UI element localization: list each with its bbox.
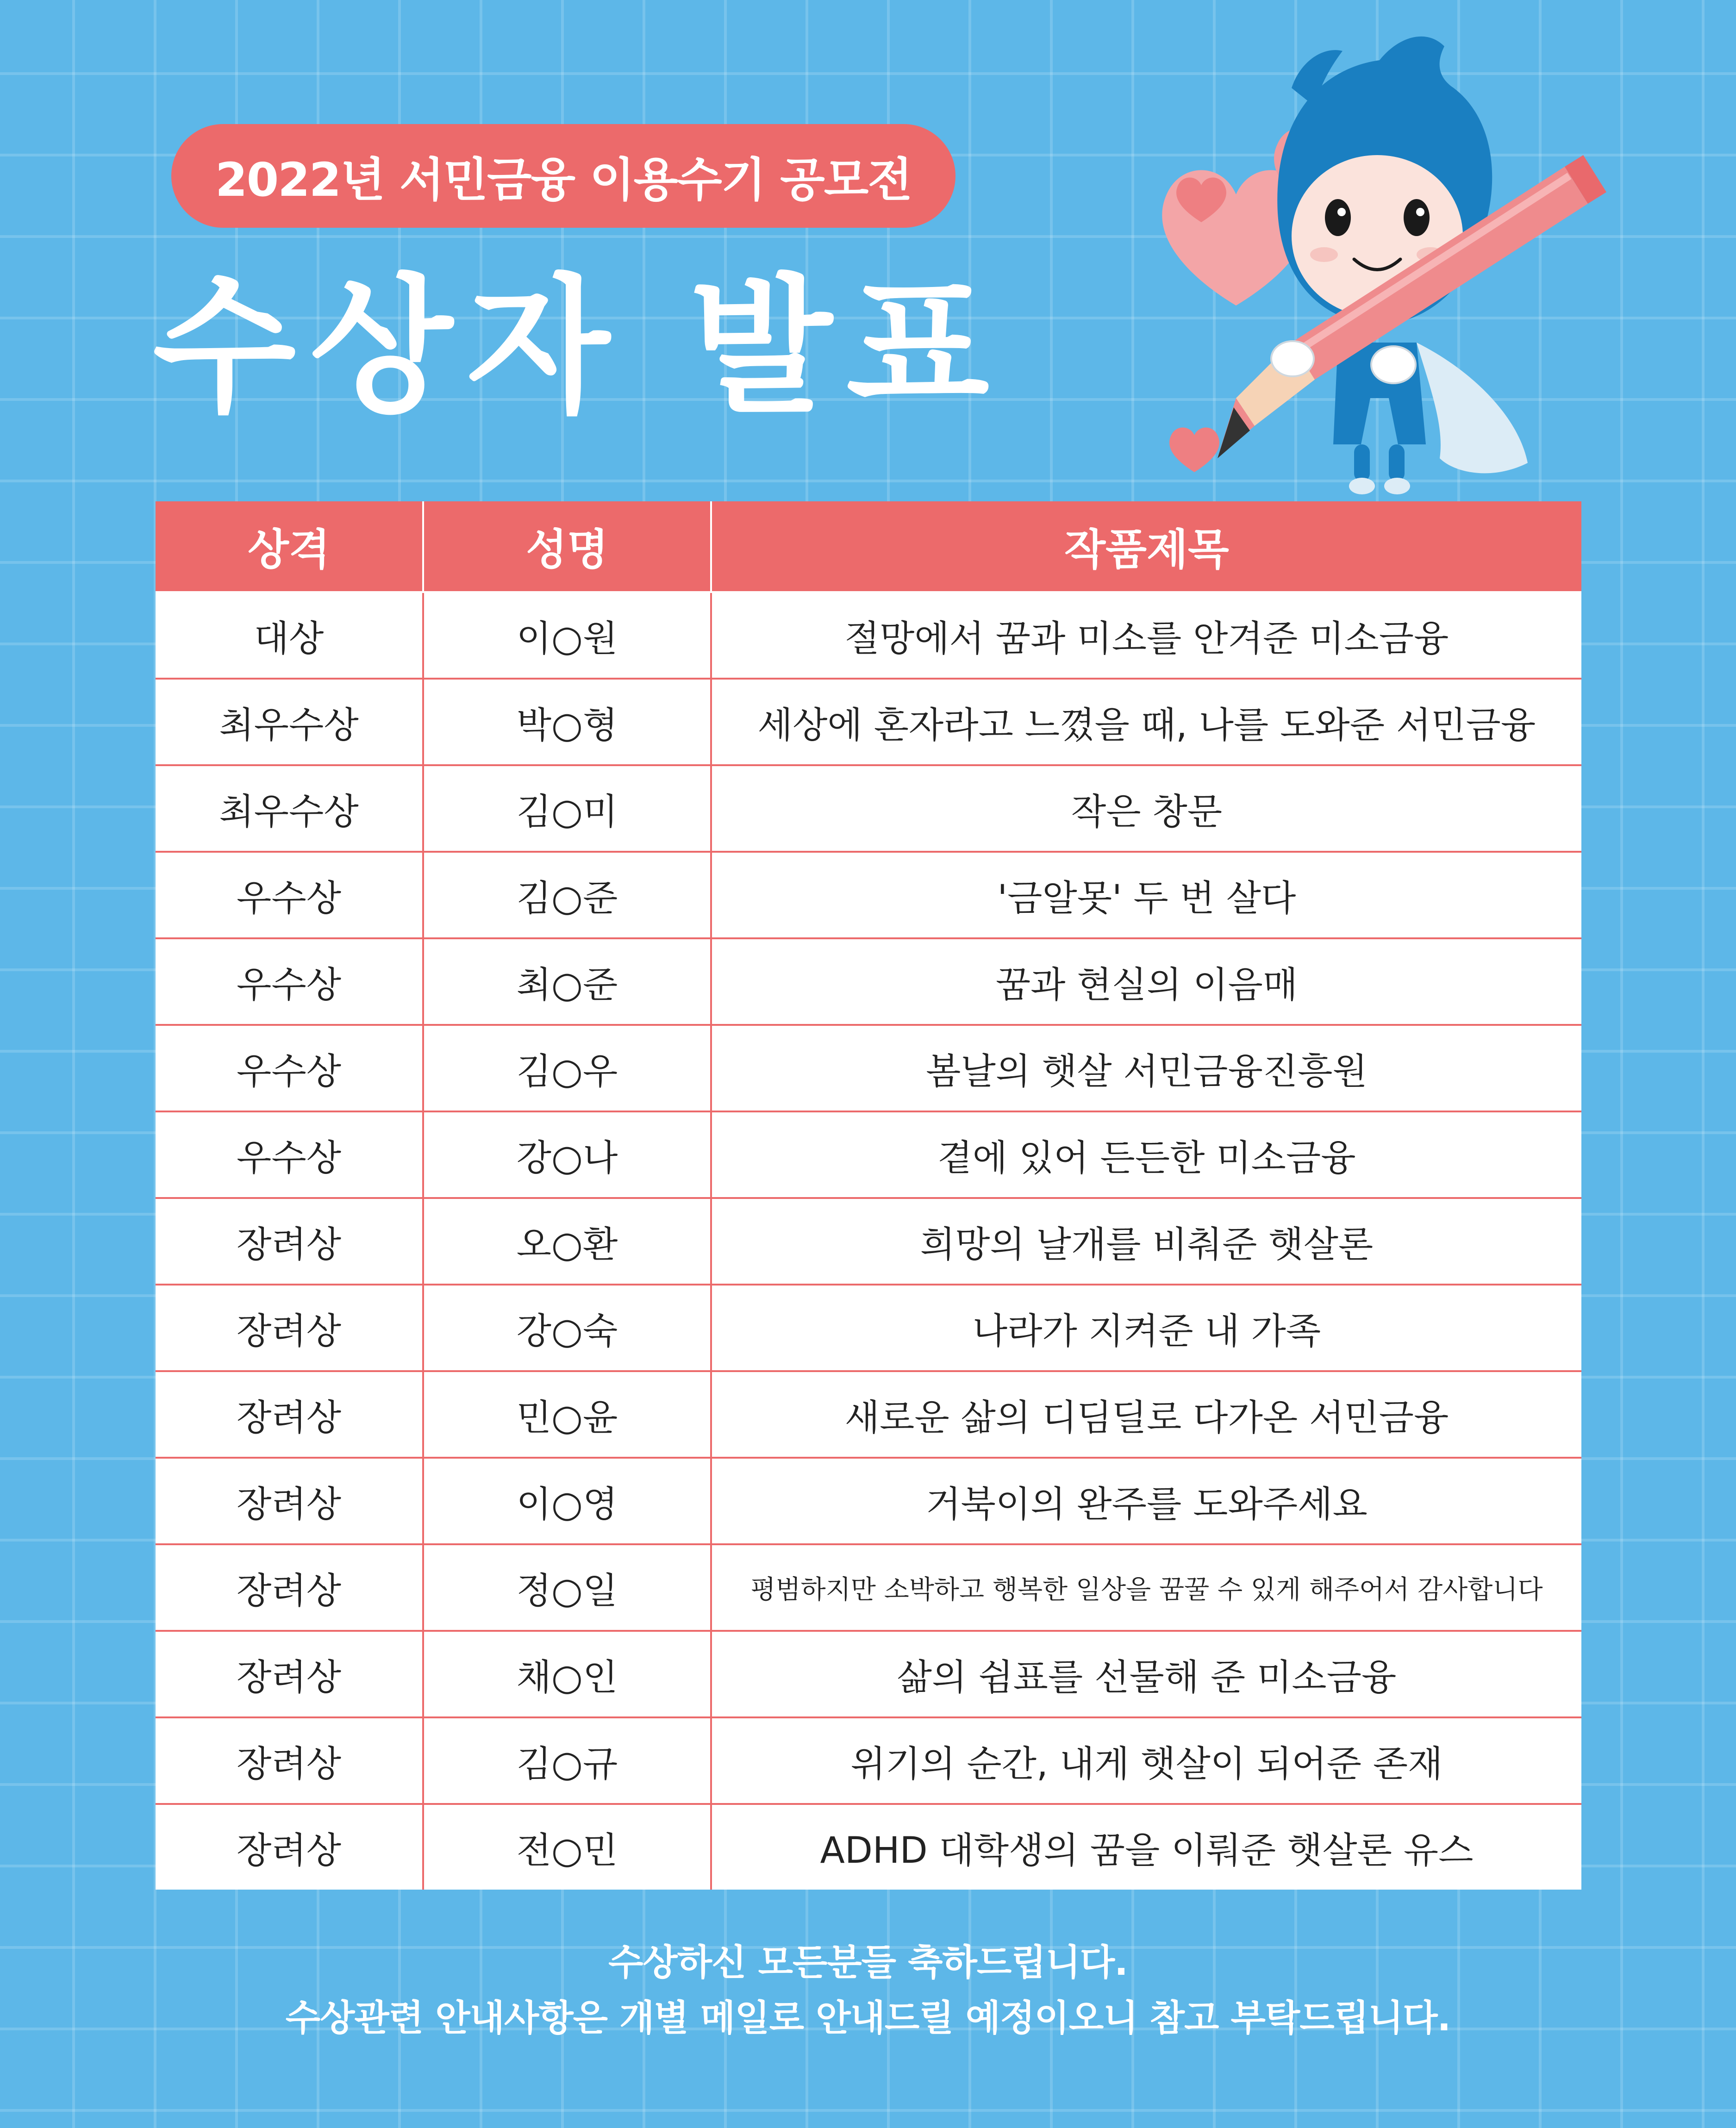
- award-cell: 장려상: [156, 1372, 424, 1457]
- table-row: [156, 1372, 1581, 1459]
- name-cell: 김○규: [424, 1718, 712, 1803]
- table-row: [156, 1286, 1581, 1372]
- footer-message: [0, 1935, 1736, 2046]
- title-cell: 나라가 지켜준 내 가족: [972, 1310, 1321, 1352]
- award-cell: 최우수상: [156, 766, 424, 851]
- title-cell: 삶의 쉼표를 선물해 준 미소금융: [897, 1656, 1397, 1698]
- table-row: [156, 766, 1581, 853]
- award-cell: 장려상: [156, 1718, 424, 1803]
- title-cell: 곁에 있어 든든한 미소금융: [937, 1137, 1356, 1179]
- award-cell: 우수상: [156, 1026, 424, 1111]
- award-cell: 우수상: [156, 853, 424, 937]
- table-row: [156, 1805, 1581, 1890]
- page-title: 수상자 발표: [153, 261, 1004, 433]
- name-cell: 강○나: [424, 1112, 712, 1197]
- name-cell: 정○일: [424, 1545, 712, 1630]
- name-cell: 전○민: [424, 1805, 712, 1890]
- table-row: [156, 1199, 1581, 1286]
- award-cell: 장려상: [156, 1545, 424, 1630]
- title-cell: 꿈과 현실의 이음매: [995, 964, 1298, 1006]
- award-cell: 대상: [156, 593, 424, 678]
- table-row: [156, 1718, 1581, 1805]
- name-cell: 김○미: [424, 766, 712, 851]
- name-cell: 채○인: [424, 1632, 712, 1716]
- name-cell: 김○우: [424, 1026, 712, 1111]
- table-row: [156, 680, 1581, 766]
- column-header-title: 작품제목: [1064, 525, 1229, 574]
- title-cell: 평범하지만 소박하고 행복한 일상을 꿈꿀 수 있게 해주어서 감사합니다: [750, 1574, 1543, 1605]
- event-title-badge: [171, 124, 955, 228]
- mascot-illustration: [1120, 19, 1648, 500]
- footer-congrats: 수상하신 모든분들 축하드립니다.: [608, 1942, 1128, 1984]
- award-cell: 장려상: [156, 1459, 424, 1543]
- column-header-name: 성명: [424, 501, 712, 591]
- name-cell: 이○원: [424, 593, 712, 678]
- table-header-row: [156, 501, 1581, 593]
- table-row: [156, 1632, 1581, 1718]
- award-cell: 우수상: [156, 939, 424, 1024]
- title-cell: 새로운 삶의 디딤딜로 다가온 서민금융: [844, 1397, 1449, 1439]
- award-cell: 최우수상: [156, 680, 424, 764]
- title-cell: 작은 창문: [1071, 791, 1223, 833]
- event-title: 2022년 서민금융 이용수기 공모전: [215, 153, 912, 207]
- column-header-award: 상격: [156, 501, 424, 591]
- title-cell: ADHD 대학생의 꿈을 이뤄준 햇살론 유스: [820, 1829, 1474, 1872]
- title-cell: '금알못' 두 번 살다: [997, 877, 1296, 919]
- title-cell: 거북이의 완주를 도와주세요: [926, 1483, 1368, 1525]
- table-row: [156, 853, 1581, 939]
- name-cell: 박○형: [424, 680, 712, 764]
- table-row: [156, 1112, 1581, 1199]
- table-row: [156, 1459, 1581, 1545]
- title-cell: 봄날의 햇살 서민금융진흥원: [926, 1050, 1368, 1092]
- table-row: [156, 593, 1581, 680]
- table-row: [156, 1026, 1581, 1112]
- name-cell: 김○준: [424, 853, 712, 937]
- table-row: [156, 939, 1581, 1026]
- footer-notice: 수상관련 안내사항은 개별 메일로 안내드릴 예정이오니 참고 부탁드립니다.: [285, 1997, 1451, 2039]
- table-row: [156, 1545, 1581, 1632]
- name-cell: 강○숙: [424, 1286, 712, 1370]
- title-cell: 세상에 혼자라고 느꼈을 때, 나를 도와준 서민금융: [757, 704, 1536, 746]
- title-cell: 희망의 날개를 비춰준 햇살론: [920, 1223, 1374, 1266]
- name-cell: 이○영: [424, 1459, 712, 1543]
- title-cell: 위기의 순간, 내게 햇살이 되어준 존재: [850, 1743, 1443, 1785]
- award-cell: 장려상: [156, 1805, 424, 1890]
- award-cell: 장려상: [156, 1632, 424, 1716]
- title-cell: 절망에서 꿈과 미소를 안겨준 미소금융: [844, 618, 1449, 660]
- winners-table: [156, 501, 1581, 1890]
- name-cell: 민○윤: [424, 1372, 712, 1457]
- name-cell: 오○환: [424, 1199, 712, 1284]
- name-cell: 최○준: [424, 939, 712, 1024]
- award-cell: 우수상: [156, 1112, 424, 1197]
- award-cell: 장려상: [156, 1286, 424, 1370]
- heart-icon: [1169, 428, 1219, 473]
- award-cell: 장려상: [156, 1199, 424, 1284]
